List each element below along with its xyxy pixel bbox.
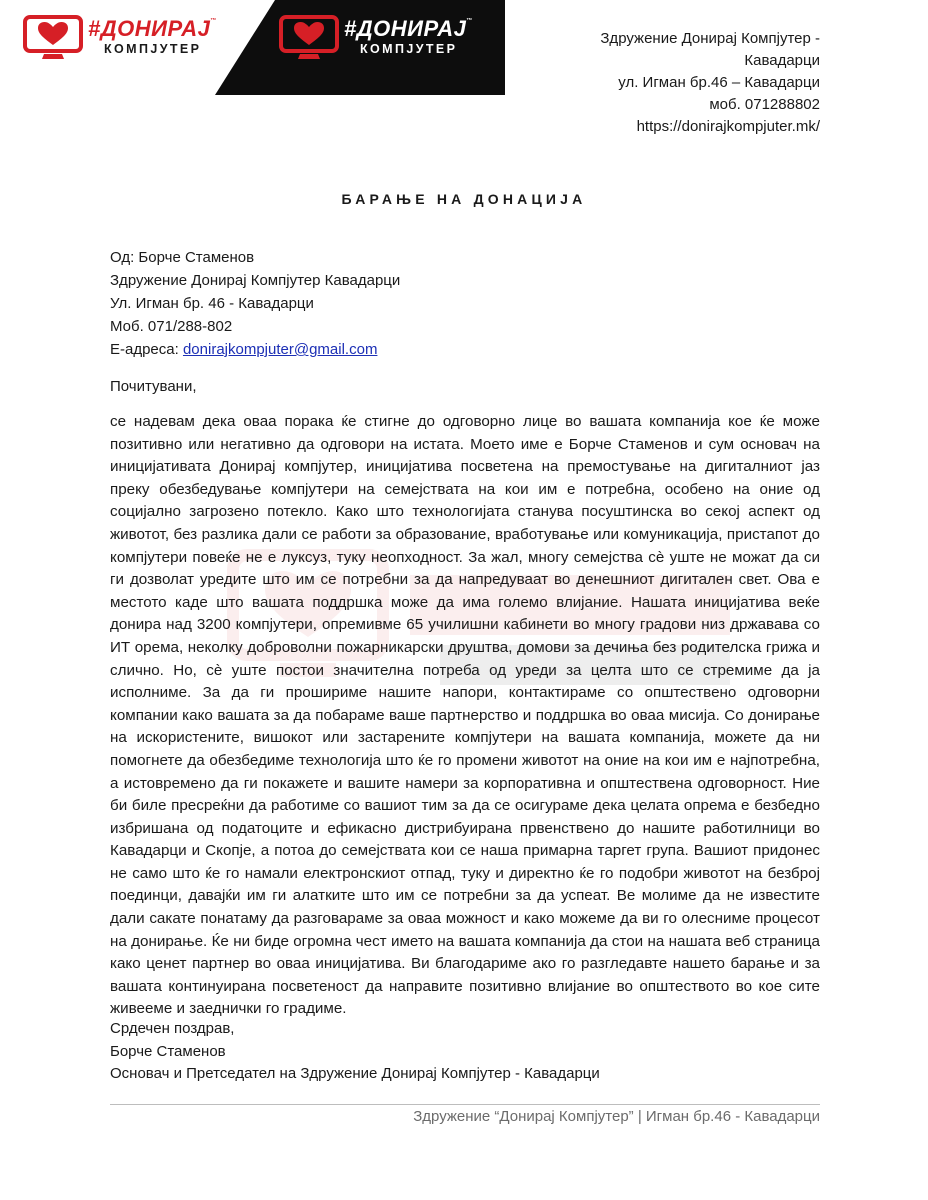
monitor-heart-icon <box>22 14 84 60</box>
from-phone: Моб. 071/288-802 <box>110 318 233 335</box>
footer-divider <box>110 1104 820 1105</box>
closing: Срдечен поздрав, <box>110 1020 235 1037</box>
logo-main-text: #ДОНИРАЈ <box>88 16 211 42</box>
signer-title: Основач и Претседател на Здружение Донирај Компјутер - Кавадарци <box>110 1065 600 1083</box>
org-name-line2: Кавадарци <box>744 52 820 69</box>
from-org: Здружение Донирај Компјутер Кавадарци <box>110 272 401 289</box>
letter-body: се надевам дека оваа порака ќе стигне до одговорно лице во вашата компанија кое ќе може позитивно или негативно да одговори на истата. Моето име е Борче Стаменов и сум основач на иницијативата Донирај компјутер, иницијатива посветена на премостување на дигиталниот јаз преку обезбедување компјутери на семејствата на кои им е потребна, особено на оние од социјално загрозено потекло. Како што технологијата станува посуштинска во секој аспект од животот, без разлика дали се работи за образование, вработување или комуникација, пристапот до компјутери повеќе не е луксуз, туку неопходност. За жал, многу семејства сè уште не можат да си ги дозволат уредите што им се потребни за да напредуваат во денешниот дигитален свет. Ова е местото каде што вашата поддршка може да има големо влијание. Нашата иницијатива веќе донира над 3200 компјутери, опремивме 65 училишни кабинети во многу градови низ државава со ИТ орема, неколку доброволни пожарникарски друштва, домови за дечиња без родителска грижа и слично. Но, сè уште постои значителна потреба од уреди за целта што се стремиме да ја исполниме. За да ги прошириме нашите напори, контактираме со општествено одговорни компании како вашата за да побараме ваше партнерство и поддршка во оваа мисија. Со донирање на искористените, вишокот или застарените компјутери на вашата компанија, можете да ни помогнете да обезбедиме технологија што ќе го промени животот на оние на кои им е најпотребна, а истовремено да ги покажете и вашите намери за корпоративна и општествена одговорност. Ние би биле пресреќни да работиме со вашиот тим за да се осигураме дека целата опрема е безбедно избришана од податоците и ефикасно дистрибуирана првенствено до нашите работилници во Кавадарци и Скопје, а потоа до семејствата кои се наша примарна таргет група. Вашиот придонес не само што ќе го намали електронскиот отпад, туку и директно ќе го подобри животот на безброј поединци, давајќи им ги алатките што им се потребни за да успеат. Ве молиме да не известите дали сакате понатаму да разговараме за оваа можност и како можеме да ви го олесниме процесот на донирање. Ќе ни биде огромна чест името на вашата компанија да стои на нашата веб страница како ценет партнер во оваа иницијатива. Ви благодариме ако го разгледавте нашето барање и за вашата континуирана посветеност да направите позитивно влијание во општеството во кое сите живееме и заеднички го градиме. <box>110 413 820 1018</box>
footer-text: Здружение “Донирај Компјутер” | Игман бр.46 - Кавадарци <box>413 1108 820 1125</box>
email-label: Е-адреса: <box>110 341 183 358</box>
from-block <box>110 246 400 361</box>
brand-logo-inverse <box>278 14 473 60</box>
from-address: Ул. Игман бр. 46 - Кавадарци <box>110 295 314 312</box>
logo-sub-text: КОМПЈУТЕР <box>360 42 458 57</box>
from-email-line <box>110 338 400 361</box>
org-address: ул. Игман бр.46 – Кавадарци <box>618 74 820 91</box>
greeting: Почитувани, <box>110 378 197 395</box>
logo-main-text: #ДОНИРАЈ <box>344 16 467 42</box>
sender-address-block <box>600 28 820 138</box>
email-link[interactable]: donirajkompjuter@gmail.com <box>182 341 378 358</box>
signature-block <box>110 1018 600 1086</box>
trademark-mark: ™ <box>466 18 473 25</box>
trademark-mark: ™ <box>210 18 217 25</box>
signer-name: Борче Стаменов <box>110 1042 226 1060</box>
logo-sub-text: КОМПЈУТЕР <box>104 42 202 57</box>
brand-logo <box>22 14 217 60</box>
org-phone: моб. 071288802 <box>709 96 820 113</box>
monitor-heart-icon <box>278 14 340 60</box>
org-website-link[interactable]: https://donirajkompjuter.mk/ <box>636 118 820 135</box>
from-name: Од: Борче Стаменов <box>110 249 255 266</box>
org-name-line1: Здружение Донирај Компјутер - <box>600 30 820 47</box>
document-title: БАРАЊЕ НА ДОНАЦИЈА <box>341 191 587 207</box>
